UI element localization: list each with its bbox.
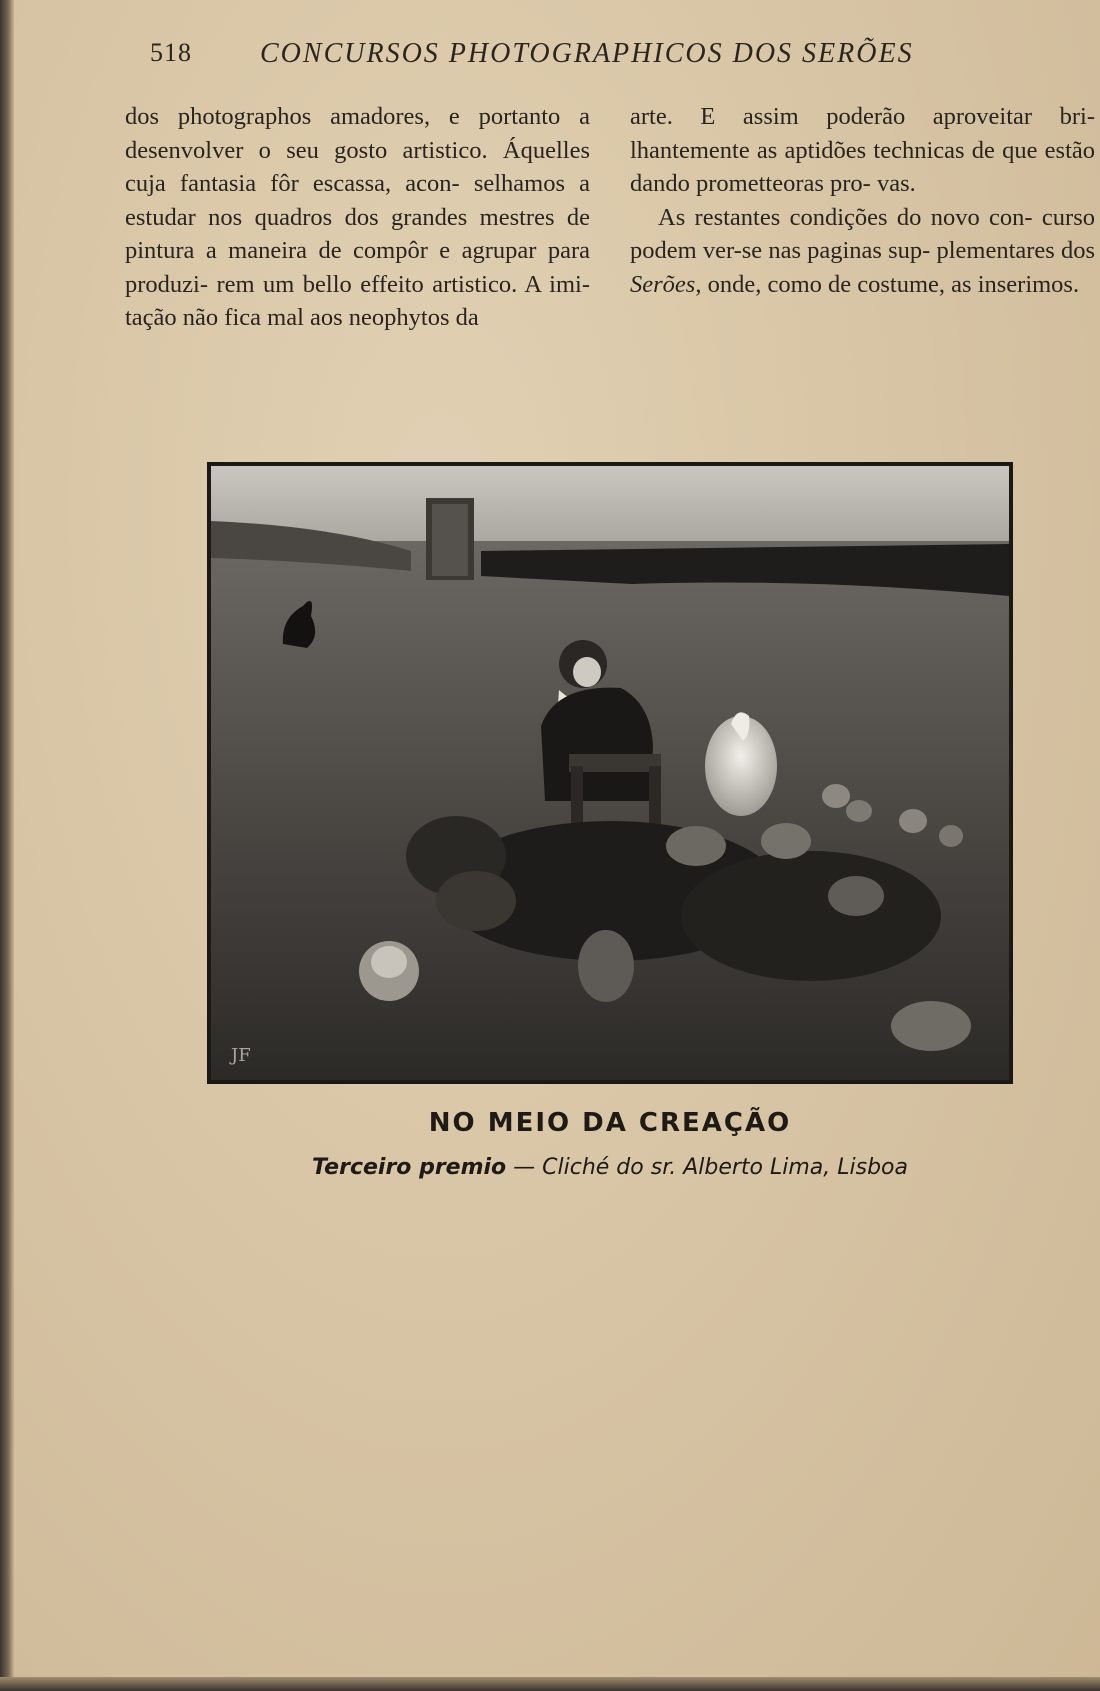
chick [939, 825, 963, 847]
photo-illustration [211, 466, 1009, 1080]
text-line: Áquelles cuja fantasia fôr escassa, acon- [125, 136, 590, 197]
magazine-title: Serões [630, 270, 696, 298]
photo-caption-title: NO MEIO DA CREAÇÃO [428, 1108, 792, 1138]
text-line: rem um bello effeito artistico. A imi- [216, 270, 590, 298]
text-line: lhantemente as aptidões technicas de [630, 136, 995, 164]
page-edge-shadow [0, 0, 14, 1691]
chick [822, 784, 850, 808]
text-line: tação não fica mal aos neophytos da [125, 304, 479, 331]
text-line: , onde, como [695, 270, 822, 298]
text-line: curso podem ver-se nas paginas sup- [630, 203, 1095, 264]
text-line: grandes mestres de pintura a maneira [125, 203, 591, 264]
credit-text: — Cliché do sr. Alberto Lima, Lisboa [506, 1155, 908, 1180]
page-bottom-edge [0, 1677, 1100, 1691]
text-line: que estão dando prometteoras pro- [630, 136, 1095, 197]
child-body [541, 688, 653, 801]
photo-caption-credit [207, 1155, 1013, 1180]
grey-hen [578, 930, 634, 1002]
right-paragraph-1 [630, 100, 1095, 201]
text-line: plementares dos [936, 237, 1096, 264]
right-column [630, 100, 1095, 301]
page-header [150, 38, 960, 78]
text-line: dos photographos amadores, e portanto [125, 103, 561, 130]
text-line: arte. E assim poderão aproveitar bri- [630, 103, 1095, 130]
text-line: de costume, as inserimos. [828, 270, 1080, 298]
right-paragraph-2 [630, 201, 1095, 302]
text-line: As restantes condições do novo con- [658, 203, 1033, 231]
chick [846, 800, 872, 822]
page-number: 518 [150, 38, 192, 67]
text-line: de compôr e agrupar para produzi- [125, 237, 591, 298]
prize-label: Terceiro premio [312, 1155, 507, 1180]
photograph [207, 462, 1013, 1084]
chick [899, 809, 927, 833]
running-title: CONCURSOS PHOTOGRAPHICOS DOS SERÕES [260, 38, 914, 69]
photographer-monogram: JF [231, 1045, 251, 1066]
left-column [125, 100, 590, 335]
left-paragraph [125, 100, 590, 335]
text-line: vas. [876, 170, 916, 197]
text-line: a desenvolver o seu gosto artistico. [125, 103, 590, 164]
text-line: selhamos a estudar nos quadros dos [125, 170, 590, 231]
